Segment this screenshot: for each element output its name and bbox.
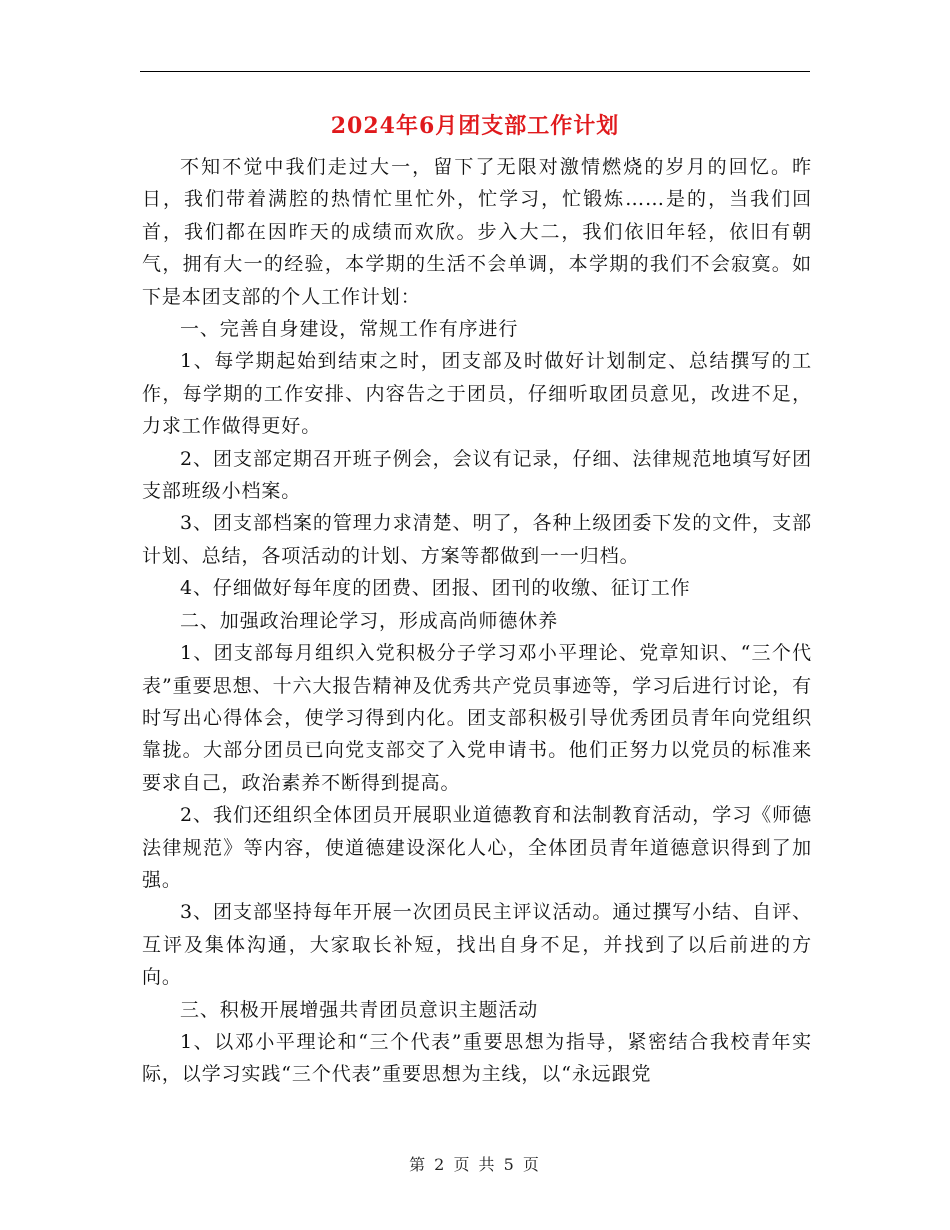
page-indicator: 第 2 页 共 5 页 <box>409 1155 541 1174</box>
section-heading-1: 一、完善自身建设，常规工作有序进行 <box>180 318 519 341</box>
section-heading-2: 二、加强政治理论学习，形成高尚师德休养 <box>180 609 559 632</box>
paragraph-3-1: 1、以邓小平理论和“三个代表”重要思想为指导，紧密结合我校青年实际，以学习实践“三个代表”重要思想为主线，以“永远跟党 <box>142 1030 812 1086</box>
document-body <box>142 151 812 1091</box>
header-rule <box>140 71 810 72</box>
document-title: 2024年6月团支部工作计划 <box>330 113 620 139</box>
paragraph-2-2: 2、我们还组织全体团员开展职业道德教育和法制教育活动，学习《师德法律规范》等内容，使道德建设深化人心，全体团员青年道德意识得到了加强。 <box>142 804 812 891</box>
paragraph-2-3: 3、团支部坚持每年开展一次团员民主评议活动。通过撰写小结、自评、互评及集体沟通，大家取长补短，找出自身不足，并找到了以后前进的方向。 <box>142 901 812 989</box>
paragraph-1-2: 2、团支部定期召开班子例会，会议有记录，仔细、法律规范地填写好团支部班级小档案。 <box>142 447 812 503</box>
paragraph-1-4: 4、仔细做好每年度的团费、团报、团刊的收缴、征订工作 <box>180 577 691 600</box>
section-heading-3: 三、积极开展增强共青团员意识主题活动 <box>180 998 539 1021</box>
paragraph-2-1: 1、团支部每月组织入党积极分子学习邓小平理论、党章知识、“三个代表”重要思想、十六大报告精神及优秀共产党员事迹等，学习后进行讨论，有时写出心得体会，使学习得到内化。团支部积极引导优秀团员青年向党组织靠拢。大部分团员已向党支部交了入党申请书。他们正努力以党员的标准来要求自己，政治素养不断得到提高。 <box>142 642 812 794</box>
paragraph-1-1: 1、每学期起始到结束之时，团支部及时做好计划制定、总结撰写的工作，每学期的工作安排、内容告之于团员，仔细听取团员意见，改进不足，力求工作做得更好。 <box>142 350 812 438</box>
paragraph-intro: 不知不觉中我们走过大一，留下了无限对激情燃烧的岁月的回忆。昨日，我们带着满腔的热情忙里忙外，忙学习，忙锻炼……是的，当我们回首，我们都在因昨天的成绩而欢欣。步入大二，我们依旧年轻，依旧有朝气，拥有大一的经验，本学期的生活不会单调，本学期的我们不会寂寞。如下是本团支部的个人工作计划： <box>142 156 812 308</box>
paragraph-1-3: 3、团支部档案的管理力求清楚、明了，各种上级团委下发的文件，支部计划、总结，各项活动的计划、方案等都做到一一归档。 <box>142 512 812 567</box>
